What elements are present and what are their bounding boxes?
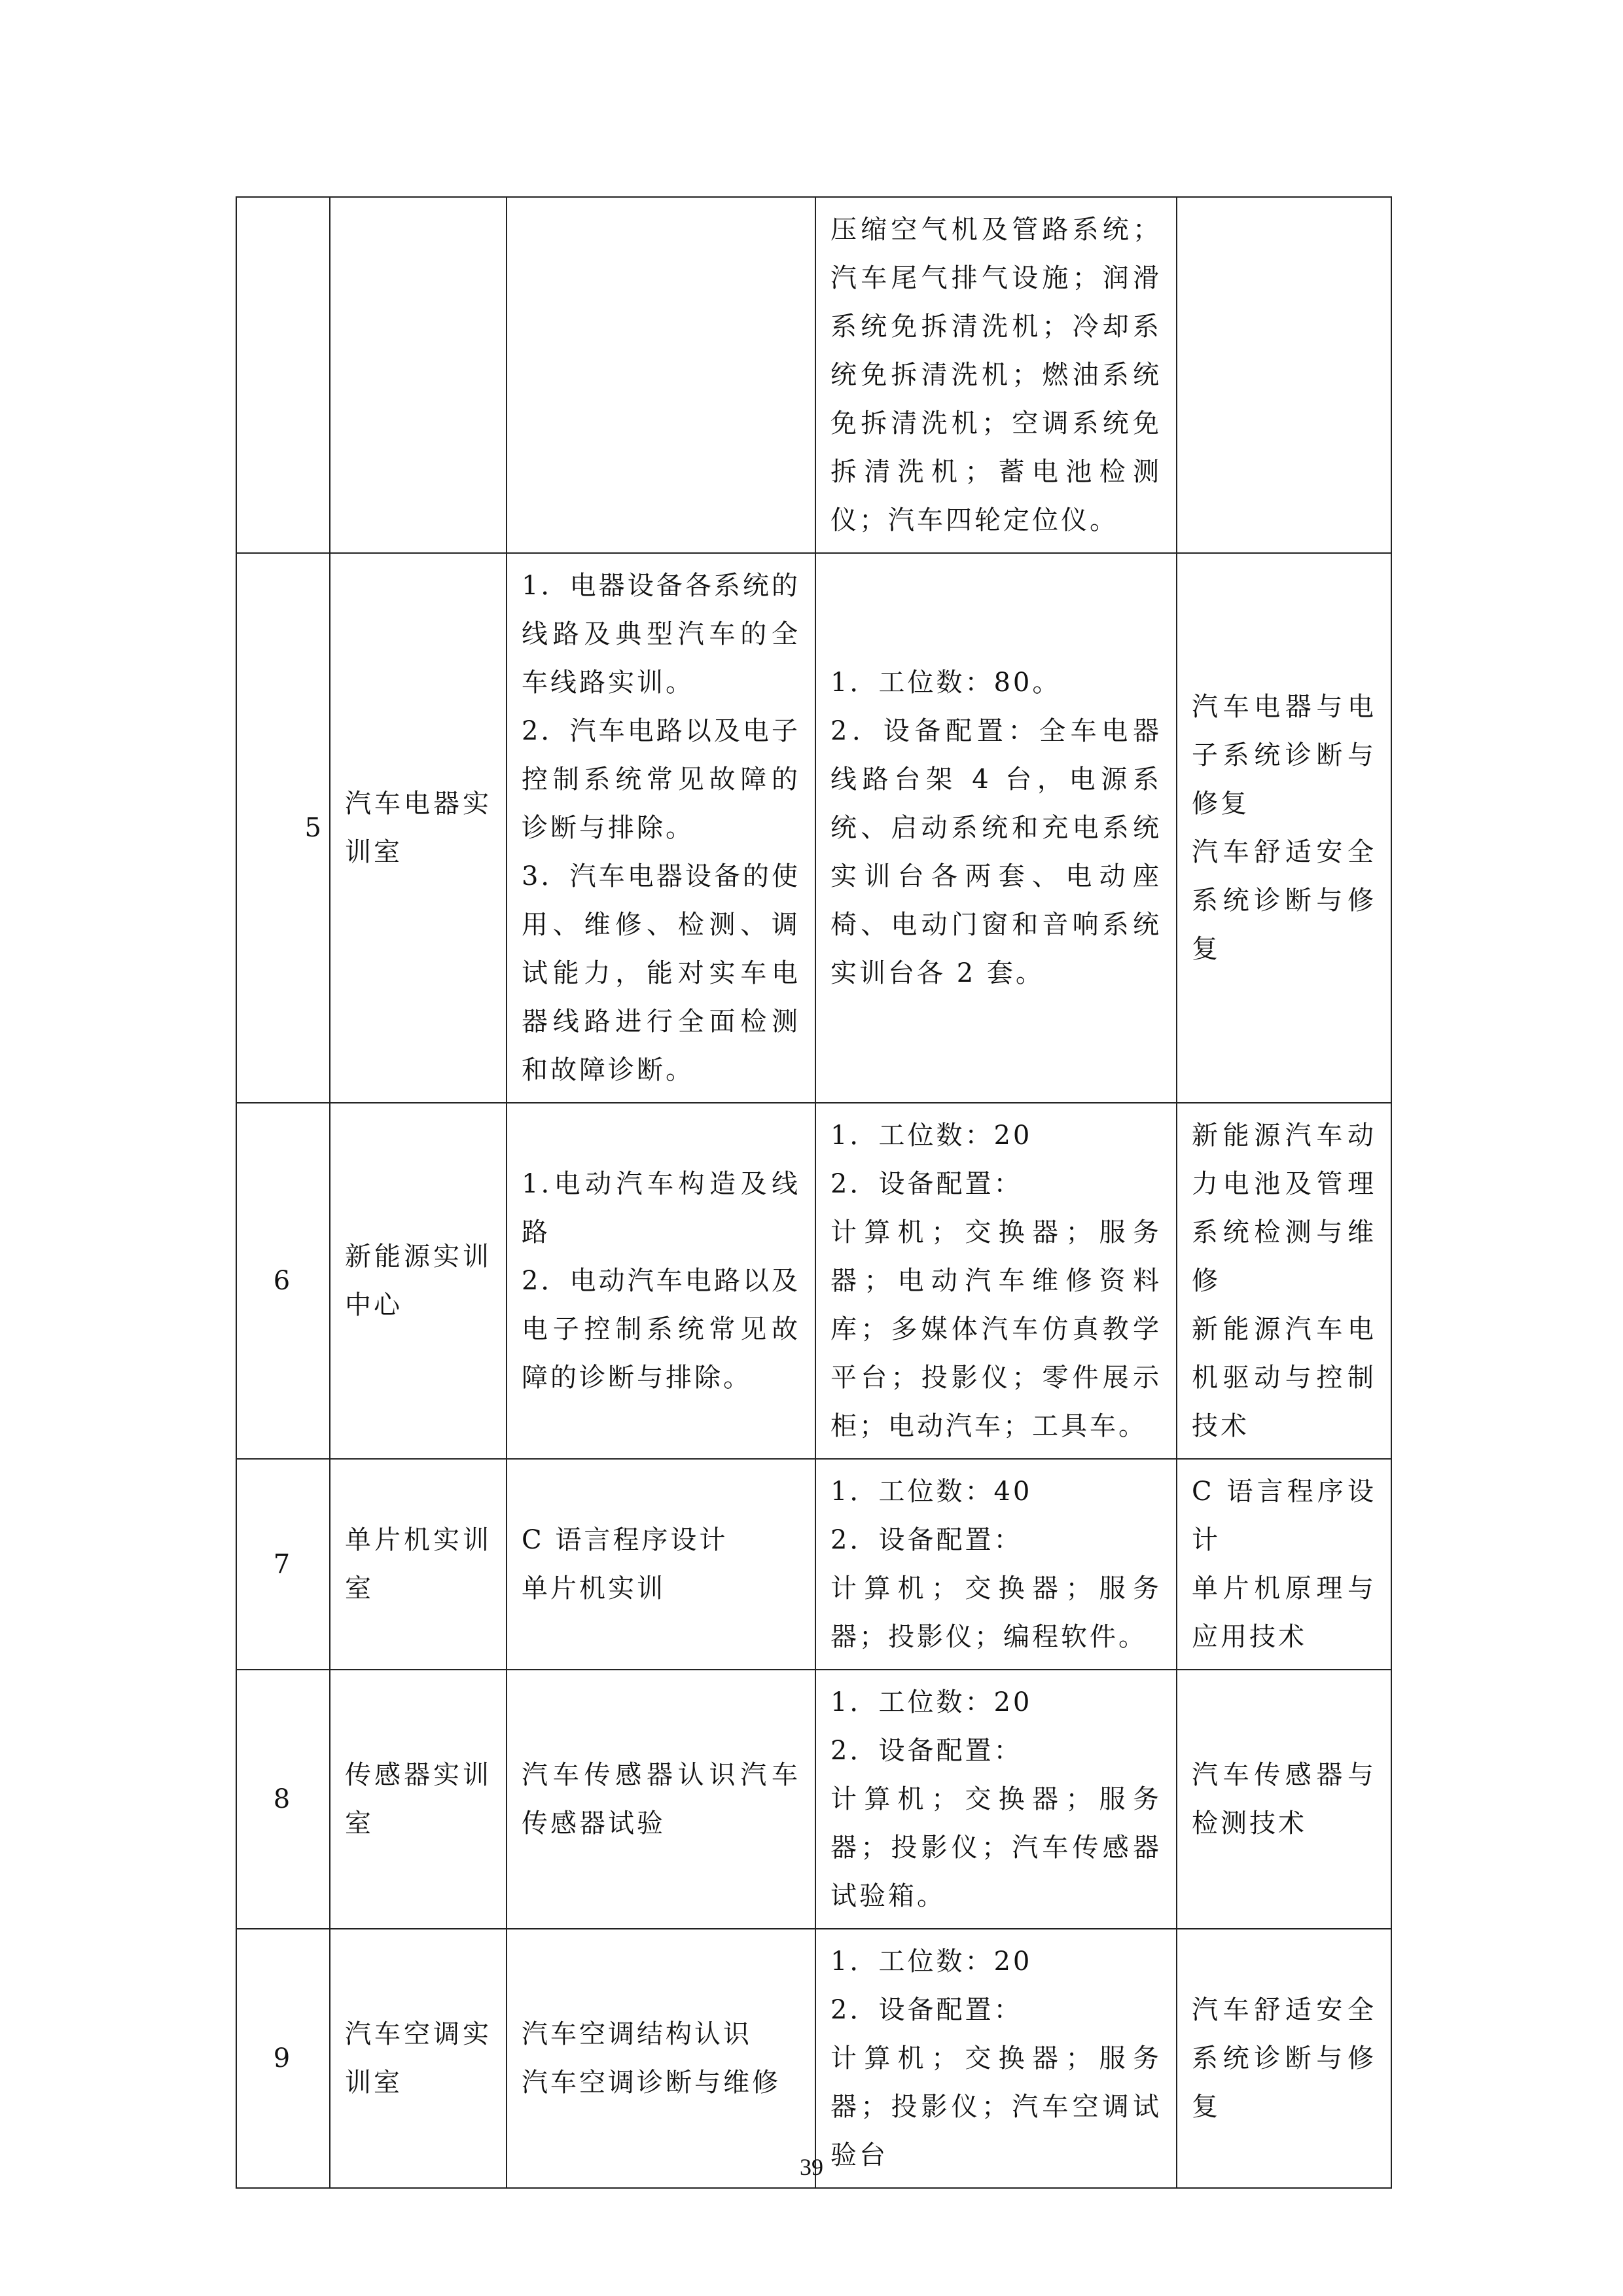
training-content-cell xyxy=(507,553,815,1103)
courses-cell xyxy=(1177,1103,1391,1459)
equipment-cell-line: 2．设备配置： xyxy=(830,1995,1023,2025)
equipment-cell-line: 计算机；交换器；服务器；投影仪；汽车传感器试验箱。 xyxy=(830,1784,1162,1911)
equipment-cell xyxy=(815,1459,1177,1670)
equipment-cell xyxy=(815,197,1177,553)
training-content-cell-line: 3．汽车电器设备的使用、维修、检测、调试能力，能对实车电器线路进行全面检测和故障诊断。 xyxy=(522,861,800,1085)
table-row xyxy=(236,197,1391,553)
equipment-cell-line: 2．设备配置：全车电器线路台架 4 台，电源系统、启动系统和充电系统实训台各两套、电动座椅、电动门窗和音响系统实训台各 2 套。 xyxy=(830,716,1162,988)
equipment-cell xyxy=(815,1103,1177,1459)
page-number: 39 xyxy=(800,2154,823,2180)
table-row xyxy=(236,1459,1391,1670)
equipment-cell xyxy=(815,553,1177,1103)
equipment-cell-line: 计算机；交换器；服务器；投影仪；汽车空调试验台 xyxy=(830,2043,1162,2170)
row-number-cell: 9 xyxy=(236,1929,330,2188)
room-name-cell-line: 传感器实训室 xyxy=(345,1760,491,1839)
equipment-cell-line: 压缩空气机及管路系统；汽车尾气排气设施；润滑系统免拆清洗机；冷却系统免拆清洗机；燃油系统免拆清洗机；空调系统免拆清洗机；蓄电池检测仪；汽车四轮定位仪。 xyxy=(830,215,1162,535)
training-content-cell xyxy=(507,197,815,553)
courses-cell-line: 新能源汽车动力电池及管理系统检测与维修 xyxy=(1192,1121,1376,1296)
equipment-cell-line: 2．设备配置： xyxy=(830,1525,1023,1555)
equipment-cell-line: 计算机；交换器；服务器；投影仪；编程软件。 xyxy=(830,1573,1162,1652)
courses-cell xyxy=(1177,1670,1391,1929)
courses-cell-line: 汽车舒适安全系统诊断与修复 xyxy=(1192,837,1376,964)
room-name-cell xyxy=(330,1459,507,1670)
courses-cell xyxy=(1177,553,1391,1103)
courses-cell-line: 单片机原理与应用技术 xyxy=(1192,1573,1376,1652)
training-content-cell-line: 2．汽车电路以及电子控制系统常见故障的诊断与排除。 xyxy=(522,716,800,843)
room-name-cell xyxy=(330,1103,507,1459)
room-name-cell-line: 新能源实训中心 xyxy=(345,1242,491,1320)
equipment-cell-line: 1．工位数：40 xyxy=(830,1477,1033,1507)
equipment-cell xyxy=(815,1929,1177,2188)
equipment-cell-line: 1．工位数：20 xyxy=(830,1946,1033,1977)
training-content-cell-line: 2．电动汽车电路以及电子控制系统常见故障的诊断与排除。 xyxy=(522,1266,800,1393)
row-number-cell: 7 xyxy=(236,1459,330,1670)
room-name-cell-line: 单片机实训室 xyxy=(345,1525,491,1604)
row-number-cell: 8 xyxy=(236,1670,330,1929)
table-row xyxy=(236,553,1391,1103)
training-content-cell xyxy=(507,1459,815,1670)
training-content-cell-line: 1.电动汽车构造及线路 xyxy=(522,1169,800,1247)
equipment-cell-line: 计算机；交换器；服务器；电动汽车维修资料库；多媒体汽车仿真教学平台；投影仪；零件展示柜；电动汽车；工具车。 xyxy=(830,1217,1162,1441)
equipment-cell-line: 2．设备配置： xyxy=(830,1169,1023,1199)
row-number-cell xyxy=(236,197,330,553)
training-room-table xyxy=(236,196,1392,2189)
courses-cell-line: 新能源汽车电机驱动与控制技术 xyxy=(1192,1314,1376,1441)
training-content-cell xyxy=(507,1103,815,1459)
courses-cell-line: 汽车传感器与检测技术 xyxy=(1192,1760,1376,1839)
equipment-cell-line: 1．工位数：20 xyxy=(830,1121,1033,1151)
room-name-cell-line: 汽车空调实训室 xyxy=(345,2019,491,2098)
table-row xyxy=(236,1103,1391,1459)
training-content-cell xyxy=(507,1670,815,1929)
row-number-cell: 6 xyxy=(236,1103,330,1459)
courses-cell xyxy=(1177,1459,1391,1670)
courses-cell xyxy=(1177,1929,1391,2188)
equipment-cell-line: 1．工位数：80。 xyxy=(830,668,1061,698)
courses-cell xyxy=(1177,197,1391,553)
room-name-cell xyxy=(330,197,507,553)
training-content-cell xyxy=(507,1929,815,2188)
room-name-cell xyxy=(330,1929,507,2188)
training-content-cell-line: 汽车空调诊断与维修 xyxy=(522,2068,781,2098)
training-content-cell-line: 汽车传感器认识汽车传感器试验 xyxy=(522,1760,800,1839)
courses-cell-line: C 语言程序设计 xyxy=(1192,1477,1376,1555)
table-row xyxy=(236,1929,1391,2188)
room-name-cell xyxy=(330,553,507,1103)
equipment-cell xyxy=(815,1670,1177,1929)
room-name-cell xyxy=(330,1670,507,1929)
training-content-cell-line: C 语言程序设计 xyxy=(522,1525,728,1555)
training-content-cell-line: 单片机实训 xyxy=(522,1573,666,1604)
row-number-cell: 5 xyxy=(236,553,330,1103)
table-row xyxy=(236,1670,1391,1929)
courses-cell-line: 汽车舒适安全系统诊断与修复 xyxy=(1192,1995,1376,2122)
training-content-cell-line: 1．电器设备各系统的线路及典型汽车的全车线路实训。 xyxy=(522,571,800,698)
room-name-cell-line: 汽车电器实训室 xyxy=(345,789,491,867)
courses-cell-line: 汽车电器与电子系统诊断与修复 xyxy=(1192,692,1376,819)
training-content-cell-line: 汽车空调结构认识 xyxy=(522,2019,752,2049)
equipment-cell-line: 2．设备配置： xyxy=(830,1736,1023,1766)
equipment-cell-line: 1．工位数：20 xyxy=(830,1687,1033,1717)
